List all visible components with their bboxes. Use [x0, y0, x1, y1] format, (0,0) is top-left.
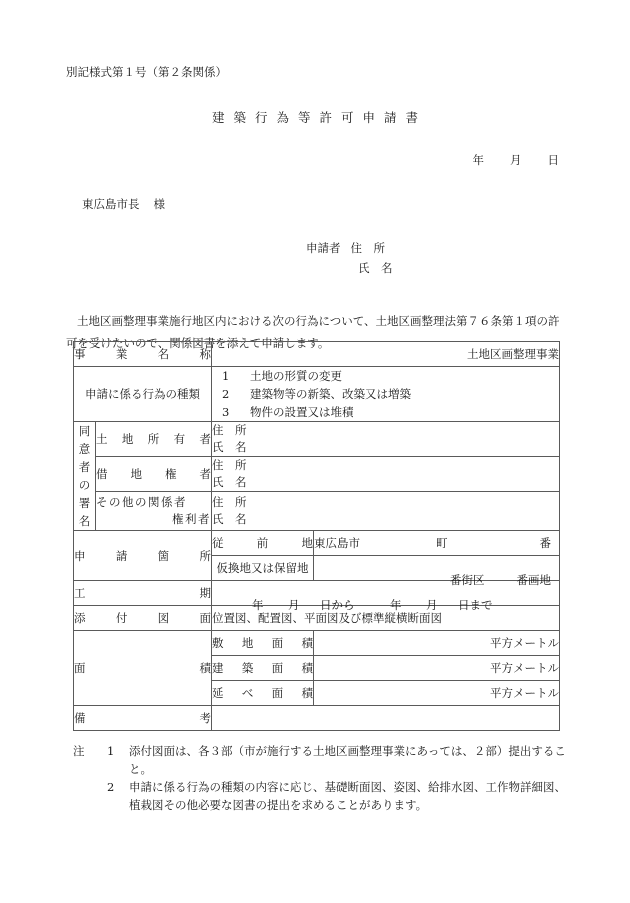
act-kind-item — [212, 403, 559, 421]
remarks-value — [212, 706, 560, 731]
consent-vertical-char: 意 — [78, 442, 91, 456]
area-site-value: 平方メートル — [314, 631, 560, 656]
table-row-consent-leaseholder — [74, 457, 560, 492]
period-to-month: 月 — [426, 598, 438, 612]
applicant-label: 申請者 — [306, 241, 341, 255]
remarks-label: 備考 — [74, 706, 212, 731]
consent-vertical-label — [74, 422, 96, 531]
notes-section — [73, 742, 573, 814]
area-label: 面積 — [74, 631, 212, 706]
consent-leaseholder-label: 借地権者 — [96, 457, 212, 492]
act-kind-item-text: 建築物等の新築、改築又は増築 — [250, 387, 411, 401]
former-land-label: 従前地 — [212, 531, 314, 556]
date-year: 年 — [472, 153, 484, 167]
period-label: 工期 — [74, 581, 212, 606]
table-row-project-name — [74, 342, 560, 367]
consent-leaseholder-fields — [212, 457, 560, 492]
replacement-land-kakuchi: 番画地 — [516, 573, 551, 587]
note-item — [73, 742, 573, 778]
note-item — [73, 778, 573, 814]
table-row-location-former — [74, 531, 560, 556]
act-kind-label: 申請に係る行為の種類 — [74, 367, 212, 422]
replacement-land-gaiku: 番街区 — [450, 573, 485, 587]
table-row-area-site — [74, 631, 560, 656]
consent-address-label: 住 所 — [212, 458, 247, 472]
note-text: 申請に係る行為の種類の内容に応じ、基礎断面図、姿図、給排水図、工作物詳細図、植栽図その他必要な図書の提出を求めることがあります。 — [129, 780, 566, 812]
consent-landowner-label: 土地所有者 — [96, 422, 212, 457]
act-kind-item — [212, 385, 559, 403]
applicant-address-label: 住 所 — [350, 241, 385, 255]
date-day: 日 — [547, 153, 559, 167]
area-total-label: 延べ面積 — [212, 681, 314, 706]
consent-vertical-char: の — [78, 478, 91, 492]
former-land-machi: 町 — [436, 536, 448, 550]
table-row-act-kind — [74, 367, 560, 422]
consent-vertical-char: 同 — [78, 424, 91, 438]
note-number: 2 — [107, 780, 115, 794]
consent-name-label: 氏 名 — [212, 475, 247, 489]
page-title — [0, 108, 630, 126]
area-total-value: 平方メートル — [314, 681, 560, 706]
period-to-year: 年 — [390, 598, 402, 612]
addressee-honorific: 様 — [153, 197, 165, 211]
act-kind-item-number: 1 — [222, 369, 230, 383]
period-from-day: 日から — [320, 598, 355, 612]
area-building-label: 建築面積 — [212, 656, 314, 681]
consent-address-label: 住 所 — [212, 423, 247, 437]
table-row-period — [74, 581, 560, 606]
act-kind-item-number: 3 — [222, 405, 230, 419]
replacement-land-value — [314, 556, 560, 587]
applicant-name-row — [306, 258, 393, 278]
former-land-ban: 番 — [539, 536, 551, 550]
addressee — [82, 196, 165, 212]
act-kind-item-text: 土地の形質の変更 — [250, 369, 342, 383]
body-paragraph: 土地区画整理事業施行地区内における次の行為について、土地区画整理法第７６条第１項の許可を受けたいので、関係図書を添えて申請します。 — [66, 314, 560, 350]
consent-vertical-char: 署 — [78, 496, 91, 510]
page-title-text: 建築行為等許可申請書 — [211, 110, 427, 125]
applicant-address-row — [306, 238, 393, 258]
consent-other-label-line1: その他の関係者 — [96, 495, 187, 509]
act-kind-list — [212, 367, 560, 422]
replacement-land-label: 仮換地又は保留地 — [212, 556, 314, 581]
note-number: 1 — [107, 744, 115, 758]
period-from-month: 月 — [288, 598, 300, 612]
addressee-name: 東広島市長 — [82, 197, 140, 211]
period-to-day: 日まで — [458, 598, 493, 612]
consent-name-label: 氏 名 — [212, 440, 247, 454]
note-text: 添付図面は、各３部（市が施行する土地区画整理事業にあっては、２部）提出すること。 — [129, 744, 566, 776]
consent-landowner-fields — [212, 422, 560, 457]
location-label: 申請箇所 — [74, 531, 212, 581]
notes-tag: 注 — [73, 744, 85, 758]
consent-vertical-char: 者 — [78, 460, 91, 474]
date-month: 月 — [510, 153, 522, 167]
area-building-value: 平方メートル — [314, 656, 560, 681]
former-land-value — [314, 531, 560, 556]
act-kind-item-number: 2 — [222, 387, 230, 401]
table-row-remarks — [74, 706, 560, 731]
period-value — [212, 581, 560, 612]
table-row-consent-other — [74, 492, 560, 531]
application-form-table — [73, 341, 560, 731]
date-line — [0, 152, 630, 168]
period-from-year: 年 — [252, 598, 264, 612]
attached-drawings-value: 位置図、配置図、平面図及び標準縦横断面図 — [212, 606, 560, 631]
form-code: 別記様式第１号（第２条関係） — [66, 65, 227, 79]
table-row-consent-landowner — [74, 422, 560, 457]
attached-drawings-label: 添付図面 — [74, 606, 212, 631]
act-kind-item-text: 物件の設置又は堆積 — [250, 405, 354, 419]
consent-other-fields — [212, 492, 560, 531]
former-land-city: 東広島市 — [314, 536, 360, 550]
act-kind-item — [212, 367, 559, 385]
consent-other-label-line2: 権利者 — [172, 512, 211, 526]
applicant-name-label: 氏 名 — [358, 261, 393, 275]
applicant-block — [306, 238, 393, 278]
consent-vertical-char: 名 — [78, 514, 91, 528]
project-name-label: 事業名称 — [74, 342, 212, 367]
consent-name-label: 氏 名 — [212, 512, 247, 526]
area-site-label: 敷地面積 — [212, 631, 314, 656]
consent-other-label — [96, 492, 212, 531]
project-name-value: 土地区画整理事業 — [212, 342, 560, 367]
consent-address-label: 住 所 — [212, 495, 247, 509]
